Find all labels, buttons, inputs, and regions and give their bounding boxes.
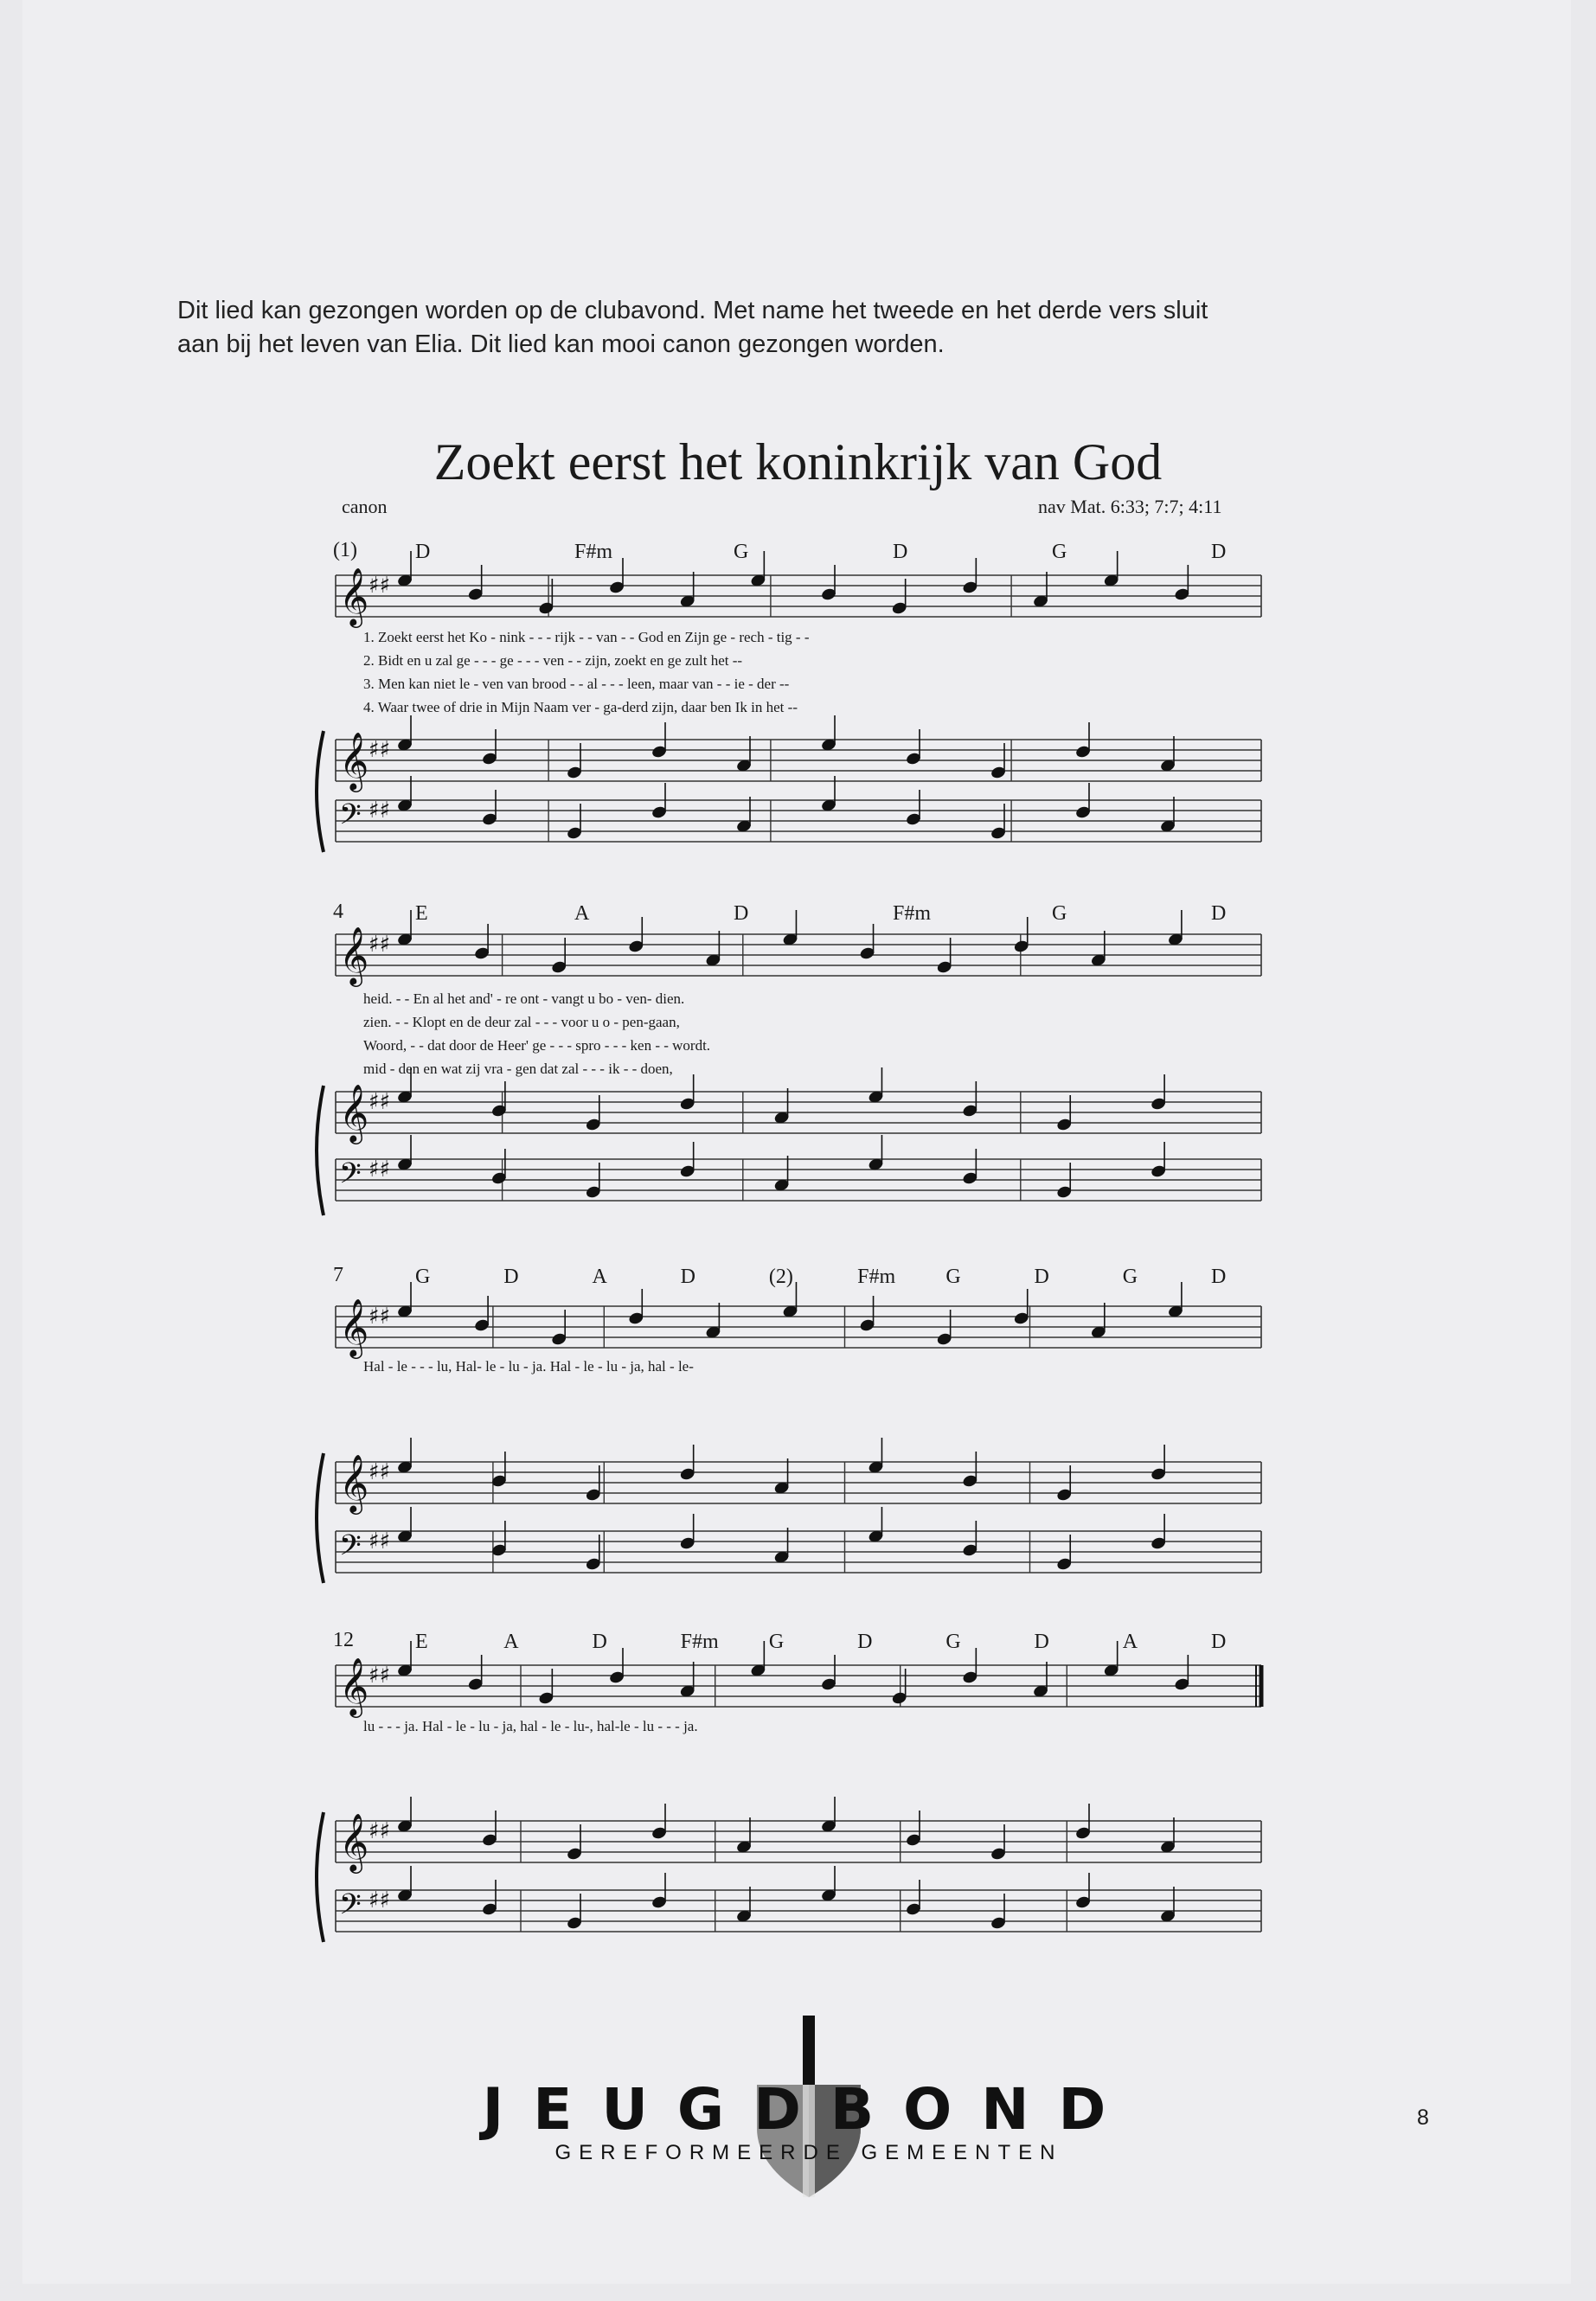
system-2-piano-treble-clef: 𝄞: [339, 1083, 369, 1142]
system-1-measure-number: (1): [333, 539, 357, 561]
system-2-piano-bass-clef: 𝄢: [339, 1157, 362, 1197]
system-3-chord-symbol: F#m: [857, 1266, 896, 1288]
system-1-treble-clef: 𝄞: [339, 567, 369, 625]
system-2-chord-symbol: D: [734, 902, 749, 925]
system-4-piano-treble-clef: 𝄞: [339, 1812, 369, 1871]
system-3-piano-treble-clef: 𝄞: [339, 1453, 369, 1512]
system-4-brace: [317, 1812, 324, 1942]
key-signature-sharps: ♯♯: [369, 798, 391, 824]
system-4-chord-symbol: E: [415, 1631, 428, 1653]
system-2-lyric-line-3: Woord, - - dat door de Heer' ge - - - spro - - - ken - - wordt.: [363, 1037, 711, 1054]
system-3-brace: [317, 1453, 324, 1583]
system-4-chord-symbol: D: [1034, 1631, 1049, 1653]
system-3-chord-symbol: G: [945, 1266, 961, 1288]
logo-wordmark: JEUGDBOND: [482, 2076, 1136, 2143]
system-4-chord-symbol: F#m: [680, 1631, 719, 1653]
system-4-chord-symbol: D: [857, 1631, 873, 1653]
system-1-chord-symbol: G: [1052, 541, 1067, 563]
system-2-lyric-line-4: mid - den en wat zij vra - gen dat zal - - - ik - - doen,: [363, 1061, 673, 1077]
key-signature-sharps: ♯♯: [369, 1888, 391, 1913]
system-2-lyric-line-1: heid. - - En al het and' - re ont - vangt u bo - ven- dien.: [363, 990, 685, 1007]
system-4-chord-symbol: A: [503, 1631, 519, 1653]
system-1-lyric-line-1: 1. Zoekt eerst het Ko - nink - - - rijk - - van - - God en Zijn ge - rech - tig - -: [363, 629, 810, 645]
key-signature-sharps: ♯♯: [369, 1304, 391, 1330]
system-1-chord-symbol: G: [734, 541, 749, 563]
system-1-brace: [317, 731, 324, 852]
system-3-chord-symbol: G: [415, 1266, 431, 1288]
system-1-lyric-line-4: 4. Waar twee of drie in Mijn Naam ver - ga-derd zijn, daar ben Ik in het --: [363, 699, 798, 715]
system-1-chord-symbol: D: [1211, 541, 1227, 563]
system-3-chord-symbol: (2): [768, 1266, 793, 1288]
intro-line-2: aan bij het leven van Elia. Dit lied kan mooi canon gezongen worden.: [177, 330, 945, 358]
system-1-chord-symbol: D: [415, 541, 431, 563]
key-signature-sharps: ♯♯: [369, 932, 391, 958]
system-2-chord-symbol: E: [415, 902, 428, 925]
system-3-lyric-line-1: Hal - le - - - lu, Hal- le - lu - ja. Hal - le - lu - ja, hal - le-: [363, 1358, 694, 1375]
key-signature-sharps: ♯♯: [369, 1663, 391, 1689]
system-4-chord-symbol: G: [768, 1631, 785, 1653]
key-signature-sharps: ♯♯: [369, 1157, 391, 1183]
system-2-chord-symbol: F#m: [893, 902, 932, 925]
system-2-chord-symbol: D: [1211, 902, 1227, 925]
system-2-lyric-line-2: zien. - - Klopt en de deur zal - - - voor u o - pen-gaan,: [363, 1014, 680, 1030]
canon-label: canon: [342, 496, 388, 517]
system-3-treble-clef: 𝄞: [339, 1298, 369, 1356]
system-4-chord-symbol: A: [1122, 1631, 1138, 1653]
system-1-lyric-line-2: 2. Bidt en u zal ge - - - ge - - - ven - - zijn, zoekt en ge zult het --: [363, 652, 743, 669]
key-signature-sharps: ♯♯: [369, 737, 391, 763]
system-3-chord-symbol: G: [1122, 1266, 1138, 1288]
key-signature-sharps: ♯♯: [369, 1089, 391, 1115]
system-4-lyric-line-1: lu - - - ja. Hal - le - lu - ja, hal - le - lu-, hal-le - lu - - - ja.: [363, 1718, 698, 1734]
song-title: Zoekt eerst het koninkrijk van God: [433, 433, 1163, 490]
key-signature-sharps: ♯♯: [369, 573, 391, 599]
system-1-piano-treble-clef: 𝄞: [339, 731, 369, 790]
system-1-chord-symbol: F#m: [574, 541, 613, 563]
page-number: 8: [1417, 2106, 1429, 2130]
system-3-chord-symbol: D: [680, 1266, 696, 1288]
system-2-brace: [317, 1086, 324, 1215]
system-1-chord-symbol: D: [893, 541, 908, 563]
system-3-piano-bass-clef: 𝄢: [339, 1529, 362, 1569]
system-4-piano-bass-clef: 𝄢: [339, 1888, 362, 1928]
system-2-chord-symbol: G: [1052, 902, 1067, 925]
system-2-treble-clef: 𝄞: [339, 926, 369, 984]
scripture-reference: nav Mat. 6:33; 7:7; 4:11: [1038, 496, 1222, 517]
system-4-treble-clef: 𝄞: [339, 1657, 369, 1715]
system-3-chord-symbol: D: [1034, 1266, 1049, 1288]
system-4-measure-number: 12: [333, 1629, 354, 1651]
system-2-chord-symbol: A: [574, 902, 590, 925]
system-1-piano-bass-clef: 𝄢: [339, 798, 362, 838]
system-1-lyric-line-3: 3. Men kan niet le - ven van brood - - al - - - leen, maar van - - ie - der --: [363, 676, 790, 692]
system-3-chord-symbol: D: [503, 1266, 519, 1288]
intro-line-1: Dit lied kan gezongen worden op de clubavond. Met name het tweede en het derde vers sluit: [177, 297, 1208, 324]
system-3-chord-symbol: D: [1211, 1266, 1227, 1288]
key-signature-sharps: ♯♯: [369, 1529, 391, 1554]
system-4-chord-symbol: D: [592, 1631, 607, 1653]
system-3-chord-symbol: A: [592, 1266, 607, 1288]
system-4-chord-symbol: G: [945, 1631, 961, 1653]
logo-subtitle: GEREFORMEERDE GEMEENTEN: [554, 2141, 1063, 2164]
system-3-measure-number: 7: [333, 1264, 343, 1286]
jeugdbond-logo: [454, 2016, 1163, 2202]
key-signature-sharps: ♯♯: [369, 1459, 391, 1485]
key-signature-sharps: ♯♯: [369, 1818, 391, 1844]
system-2-measure-number: 4: [333, 901, 343, 923]
system-4-chord-symbol: D: [1211, 1631, 1227, 1653]
